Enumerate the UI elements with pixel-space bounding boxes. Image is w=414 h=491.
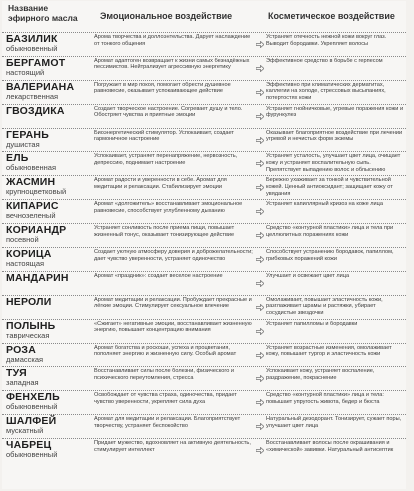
emotional-effect: Создает уютную атмосферу доверия и доброжелательности; дает чувство уверенности, устраняет одиночество	[94, 249, 253, 262]
oil-name: ЖАСМИН	[6, 176, 56, 189]
arrow-right-icon	[256, 113, 264, 120]
cosmetic-effect: Бережно ухаживает за тонкой и чувствительной кожей. Ценный антиоксидант; защищает кожу от увядания	[266, 177, 393, 197]
cosmetic-effect: Средство «контурной пластики» лица и тела при целлюлитных поражениях кожи	[266, 225, 394, 238]
oil-name-cell	[6, 153, 90, 172]
oil-species: западная	[6, 378, 39, 388]
oil-name: БЕРГАМОТ	[6, 56, 66, 69]
table-body	[2, 32, 406, 462]
table-row	[2, 438, 406, 462]
oil-name-cell	[6, 392, 90, 411]
emotional-effect: Арома творчества и доллоэнтельства. Дарует наслаждение от тонкого общения	[94, 34, 251, 47]
cosmetic-effect: Устраняет отечность нежной кожи вокруг глаз. Выводит бородавки. Укрепляет волосы	[266, 34, 387, 47]
cosmetic-effect: Натуральный дезодорант. Тонизирует, сужает поры, улучшает цвет лица	[266, 416, 402, 429]
arrow-right-icon	[256, 184, 264, 191]
table-row	[2, 247, 406, 271]
oil-name-cell	[6, 321, 90, 340]
arrow-right-icon	[256, 89, 264, 96]
table-row	[2, 56, 406, 80]
header-emotional: Эмоциональное воздействие	[100, 11, 233, 21]
oil-species: дамасская	[6, 354, 44, 364]
header-cosmetic: Косметическое воздействие	[268, 11, 395, 21]
arrow-right-icon	[256, 137, 264, 144]
arrow-right-icon	[256, 160, 264, 167]
emotional-effect: Аромат для медитации и релаксации. Благоприятствует творчеству, устраняет беспокойство	[94, 416, 241, 429]
cosmetic-effect: Эффективное средство в борьбе с герпесом	[266, 57, 383, 64]
emotional-effect: Аромат «праздник»: создает веселое настроение	[94, 272, 223, 279]
table-row	[2, 366, 406, 390]
cosmetic-effect: Устраняет усталость, улучшает цвет лица, очищает кожу и устраняет воспалительную сыпь. Препятствует выпадению волос и облысению	[266, 153, 401, 173]
emotional-effect: Аромат «долгожитель» восстанавливает эмоциональное равновесие, способствует углубленному дыханию	[94, 201, 243, 214]
emotional-effect: Биоэнергетический стимулятор. Успокаивает, создает гармоничное настроение	[94, 129, 234, 143]
cosmetic-effect: Устраняет капиллярный кризоз на коже лица	[266, 201, 383, 208]
table-row	[2, 80, 406, 104]
oil-name-cell	[6, 273, 90, 284]
oil-name-cell	[6, 440, 90, 459]
emotional-effect: Успокаивает, устраняет перенапряжение, нервозность, депрессию, поднимает настроение	[94, 153, 238, 167]
oil-name: НЕРОЛИ	[6, 295, 52, 308]
emotional-effect: Придает мужество, вдохновляет на активную деятельность, стимулирует интеллект	[94, 440, 251, 453]
cosmetic-effect: Устраняет гнойничковые, угревые поражения кожи и фурункулез	[266, 105, 404, 119]
emotional-effect: Устраняет сонливость после приема пищи, повышает жизненный тонус, оказывает тонизирующее действие	[94, 225, 235, 238]
table-row	[2, 128, 406, 152]
oil-species: посевной	[6, 235, 39, 245]
oil-name-cell	[6, 58, 90, 77]
oil-species: обыкновенная	[6, 163, 57, 173]
table-row	[2, 32, 406, 56]
arrow-right-icon	[256, 256, 264, 263]
oil-name: БАЗИЛИК	[6, 33, 58, 45]
oil-species: вечнозеленый	[6, 211, 56, 221]
arrow-right-icon	[256, 304, 264, 311]
oil-name-cell	[6, 34, 90, 53]
table-row	[2, 104, 406, 128]
arrow-right-icon	[256, 328, 264, 335]
oil-name-cell	[6, 82, 90, 101]
table-row	[2, 390, 406, 414]
oil-species: настоящая	[6, 259, 45, 269]
arrow-right-icon	[256, 423, 264, 430]
table-row	[2, 199, 406, 223]
oil-species: обыкновенный	[6, 450, 58, 460]
oil-name: КОРИАНДР	[6, 224, 67, 237]
emotional-effect: Погружает в мир покоя, помогает обрести душевное равновесие, оказывает успокаивающее действие	[94, 81, 231, 95]
emotional-effect: Аромат радости и уверенности в себе. Аромат для медитации и релаксации. Стабилизирует эмоции	[94, 177, 227, 190]
emotional-effect: Освобождает от чувства страха, одиночества, придает чувство уверенности, укрепляет сила духа	[94, 392, 237, 405]
oil-name-cell	[6, 368, 90, 387]
arrow-right-icon	[256, 352, 264, 359]
emotional-effect: Аромат адаптоген возвращает к жизни самых безнадёжных пессимистов. Нейтрализует агрессивную энергетику	[94, 57, 250, 71]
oil-name: ФЕНХЕЛЬ	[6, 391, 60, 404]
table-row	[2, 319, 406, 343]
arrow-right-icon	[256, 375, 264, 382]
oil-species: обыкновенный	[6, 402, 58, 412]
cosmetic-effect: Восстанавливает волосы после окрашивания и «химической» завивки. Натуральный антисептик	[266, 440, 394, 453]
arrow-right-icon	[256, 208, 264, 215]
oil-name: ГВОЗДИКА	[6, 104, 65, 117]
arrow-right-icon	[256, 399, 264, 406]
arrow-right-icon	[256, 232, 264, 239]
oil-name: ШАЛФЕЙ	[6, 415, 57, 428]
oil-species: обыкновенный	[6, 44, 58, 53]
arrow-right-icon	[256, 447, 264, 454]
table-row	[2, 223, 406, 247]
emotional-effect: Аромат медитации и релаксации. Пробуждает прекрасные и лёгкие эмоции. Стимулирует сексуальное влечение	[94, 296, 252, 310]
oil-name: ГЕРАНЬ	[6, 128, 49, 141]
oil-name: ЕЛЬ	[6, 152, 29, 165]
oil-name-cell	[6, 416, 90, 435]
table-header	[2, 3, 406, 31]
table-row	[2, 414, 406, 438]
oil-name: ТУЯ	[6, 367, 27, 380]
header-oil-name: Название эфирного масла	[8, 3, 78, 23]
oil-species: душистая	[6, 139, 40, 149]
oil-name: ЧАБРЕЦ	[6, 439, 52, 452]
oil-species: настоящий	[6, 67, 45, 77]
cosmetic-effect: Омолаживает, повышает эластичность кожи, разглаживает шрамы и растяжки, убирает сосудистые звездочки	[266, 296, 383, 316]
oil-name-cell	[6, 297, 90, 308]
oil-name-cell	[6, 249, 90, 268]
emotional-effect: Аромат богатства и роскоши, успеха и процветания, пополняет энергию и жизненную силу. Особый аромат	[94, 344, 237, 358]
oil-name-cell	[6, 177, 90, 196]
arrow-right-icon	[256, 41, 264, 48]
cosmetic-effect: Успокаивает кожу, устраняет воспаление, раздражение, покраснение	[266, 368, 375, 382]
oil-species: таврическая	[6, 330, 50, 340]
cosmetic-effect: Улучшает и освежает цвет лица	[266, 272, 350, 279]
arrow-right-icon	[256, 280, 264, 287]
oil-species: лекарственная	[6, 91, 59, 101]
cosmetic-effect: Способствует устранению бородавок, папиллом, грибковых поражений кожи	[266, 249, 394, 262]
table-row	[2, 295, 406, 319]
oil-name: ВАЛЕРИАНА	[6, 80, 75, 93]
oil-name-cell	[6, 345, 90, 364]
oil-name: КОРИЦА	[6, 248, 52, 261]
emotional-effect: «Сжигает» негативные эмоции, восстанавливает жизненную энергию, повышает концентрацию внимания	[94, 320, 252, 334]
oil-name-cell	[6, 106, 90, 117]
cosmetic-effect: Оказывает благоприятное воздействие при лечении угревой и нечистых форм экземы	[266, 129, 403, 143]
emotional-effect: Восстанавливает силы после болезни, физического и психического переутомления, стресса	[94, 368, 235, 382]
emotional-effect: Создает творческое настроение. Согревает душу и тело. Обостряет чувства и приятные эмоции	[94, 105, 243, 119]
oil-name-cell	[6, 130, 90, 149]
cosmetic-effect: Эффективно при климатических дерматитах, каллегии на холоде, стрессовых высыпаниях, потертостях кожи	[266, 81, 386, 101]
cosmetic-effect: Средство «контурной пластики» лица и тела: повышает упругость живота, бедер и бюста	[266, 392, 384, 405]
table-row	[2, 343, 406, 367]
cosmetic-effect: Устраняет папилломы и бородавки	[266, 320, 358, 327]
oil-table	[2, 1, 406, 489]
cosmetic-effect: Устраняет возрастные изменения, омолаживает кожу, повышает тургор и эластичность кожи	[266, 344, 392, 358]
arrow-right-icon	[256, 65, 264, 72]
table-row	[2, 151, 406, 175]
oil-name: КИПАРИС	[6, 200, 59, 213]
oil-name-cell	[6, 225, 90, 244]
oil-name-cell	[6, 201, 90, 220]
table-row	[2, 175, 406, 199]
oil-name: МАНДАРИН	[6, 271, 69, 284]
oil-species: мускатный	[6, 426, 44, 436]
oil-name: ПОЛЫНЬ	[6, 319, 56, 332]
table-row	[2, 271, 406, 295]
oil-species: крупноцветковый	[6, 187, 67, 197]
oil-name: РОЗА	[6, 343, 36, 356]
